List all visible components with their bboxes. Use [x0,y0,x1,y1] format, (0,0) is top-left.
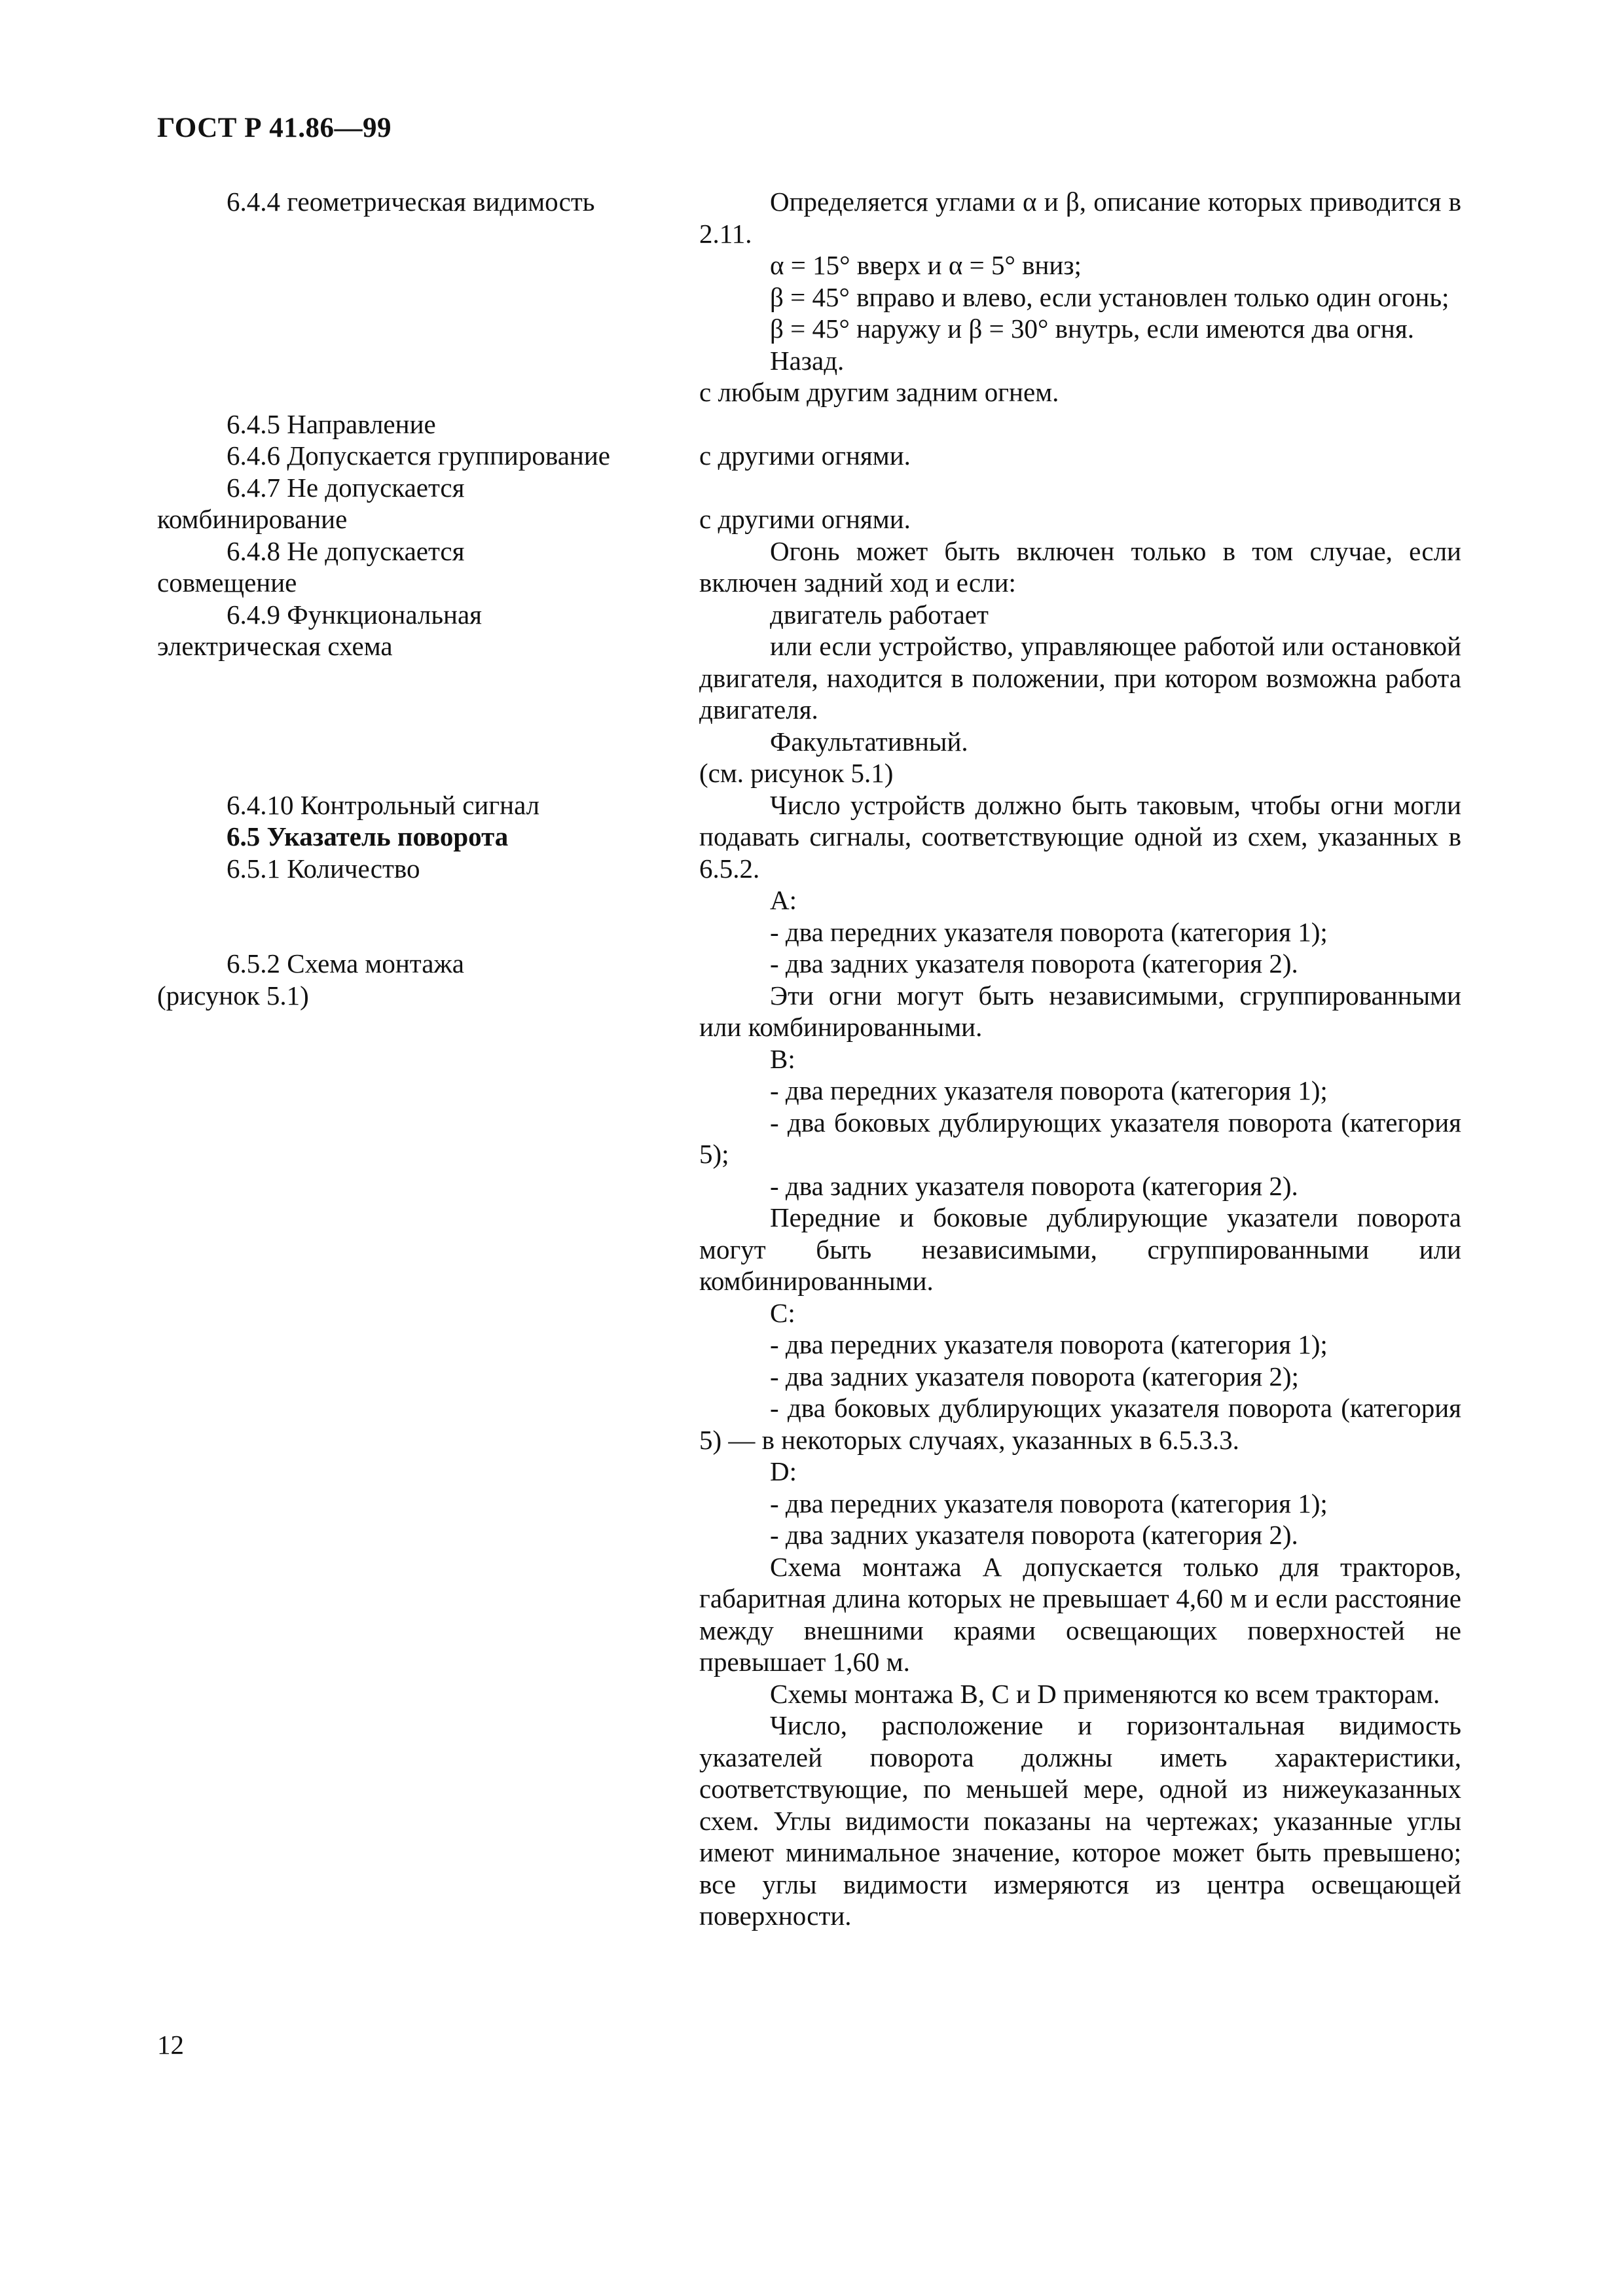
clause-6-4-7: 6.4.7 Не допускается [227,472,465,503]
clause-6-4-5: 6.4.5 Направление [227,408,436,439]
clause-6-5-1: 6.5.1 Количество [227,853,420,884]
right-column [699,186,1461,1932]
scheme-d-label: D: [770,1456,797,1486]
text-6-4-4-alpha: α = 15° вверх и α = 5° вниз; [770,250,1082,280]
section-6-5-title: 6.5 Указатель поворота [227,821,509,852]
text-6-4-9-engine: двигатель работает [770,599,989,630]
clause-6-4-8: 6.4.8 Не допускается [227,535,465,566]
text-6-4-9-device: или если устройство, управляющее работой или остановкой двигателя, находится в положении, при котором возможна работа двигателя. [699,631,1461,725]
text-6-4-8: с другими огнями. [699,504,911,534]
text-6-4-5: Назад. [770,345,845,376]
clause-6-4-4: 6.4.4 геометрическая видимость [227,187,595,217]
text-6-4-6: с любым другим задним огнем. [699,377,1059,407]
clause-6-4-10: 6.4.10 Контрольный сигнал [227,789,540,820]
scheme-b-item-3: - два задних указателя поворота (категория 2). [770,1170,1298,1201]
page-number: 12 [157,2030,184,2060]
scheme-a-label: А: [770,885,797,915]
scheme-d-item-2: - два задних указателя поворота (категория 2). [770,1520,1298,1550]
scheme-c-item-3: - два боковых дублирующих указателя поворота (категория 5) — в некоторых случаях, указанных в 6.5.3.3. [699,1393,1461,1455]
scheme-c-item-2: - два задних указателя поворота (категория 2); [770,1361,1299,1391]
scheme-b-note: Передние и боковые дублирующие указатели поворота могут быть независимыми, сгруппированными или комбинированными. [699,1202,1461,1296]
text-6-4-9: Огонь может быть включен только в том случае, если включен задний ход и если: [699,535,1461,598]
text-6-4-7: с другими огнями. [699,440,911,471]
scheme-a-item-2: - два задних указателя поворота (категория 2). [770,948,1298,978]
scheme-a-note: Эти огни могут быть независимыми, сгруппированными или комбинированными. [699,980,1461,1042]
text-6-4-4: Определяется углами α и β, описание которых приводится в 2.11. [699,187,1461,249]
text-6-4-4-beta-1: β = 45° вправо и влево, если установлен только один огонь; [770,281,1450,312]
scheme-c-item-1: - два передних указателя поворота (категория 1); [770,1329,1328,1359]
schemes-bcd-applicability: Схемы монтажа В, С и D применяются ко всем тракторам. [770,1678,1440,1709]
scheme-a-restriction: Схема монтажа А допускается только для тракторов, габаритная длина которых не превышает 4,60 м и если расстояние между внешними краями освещающих поверхностей не превышает 1,60 м. [699,1551,1461,1677]
clause-6-4-8-cont: совмещение [157,567,297,598]
clause-6-5-2-cont: (рисунок 5.1) [157,980,309,1011]
text-6-5-ref: (см. рисунок 5.1) [699,758,894,788]
scheme-d-item-1: - два передних указателя поворота (категория 1); [770,1488,1328,1518]
clause-6-4-9: 6.4.9 Функциональная [227,599,483,630]
scheme-b-item-2: - два боковых дублирующих указателя поворота (категория 5); [699,1107,1461,1169]
clause-6-4-6: 6.4.6 Допускается группирование [227,440,610,471]
clause-6-5-2: 6.5.2 Схема монтажа [227,948,464,978]
clause-6-4-7-cont: комбинирование [157,504,348,534]
scheme-b-label: В: [770,1043,795,1074]
left-column [157,186,694,1011]
clause-6-4-9-cont: электрическая схема [157,631,393,661]
scheme-b-item-1: - два передних указателя поворота (категория 1); [770,1075,1328,1105]
document-header: ГОСТ Р 41.86—99 [157,113,392,143]
scheme-c-label: С: [770,1297,795,1328]
text-6-4-4-beta-2: β = 45° наружу и β = 30° внутрь, если имеются два огня. [770,314,1414,344]
visibility-requirements: Число, расположение и горизонтальная видимость указателей поворота должны иметь характеристики, соответствующие, по меньшей мере, одной из нижеуказанных схем. Углы видимости показаны на чертежах; указанные углы имеют минимальное значение, которое может быть превышено; все углы видимости измеряются из центра освещающей поверхности. [699,1710,1461,1931]
scheme-a-item-1: - два передних указателя поворота (категория 1); [770,916,1328,947]
text-6-4-10: Факультативный. [770,726,968,757]
text-6-5-1: Число устройств должно быть таковым, чтобы огни могли подавать сигналы, соответствующие одной из схем, указанных в 6.5.2. [699,789,1461,884]
